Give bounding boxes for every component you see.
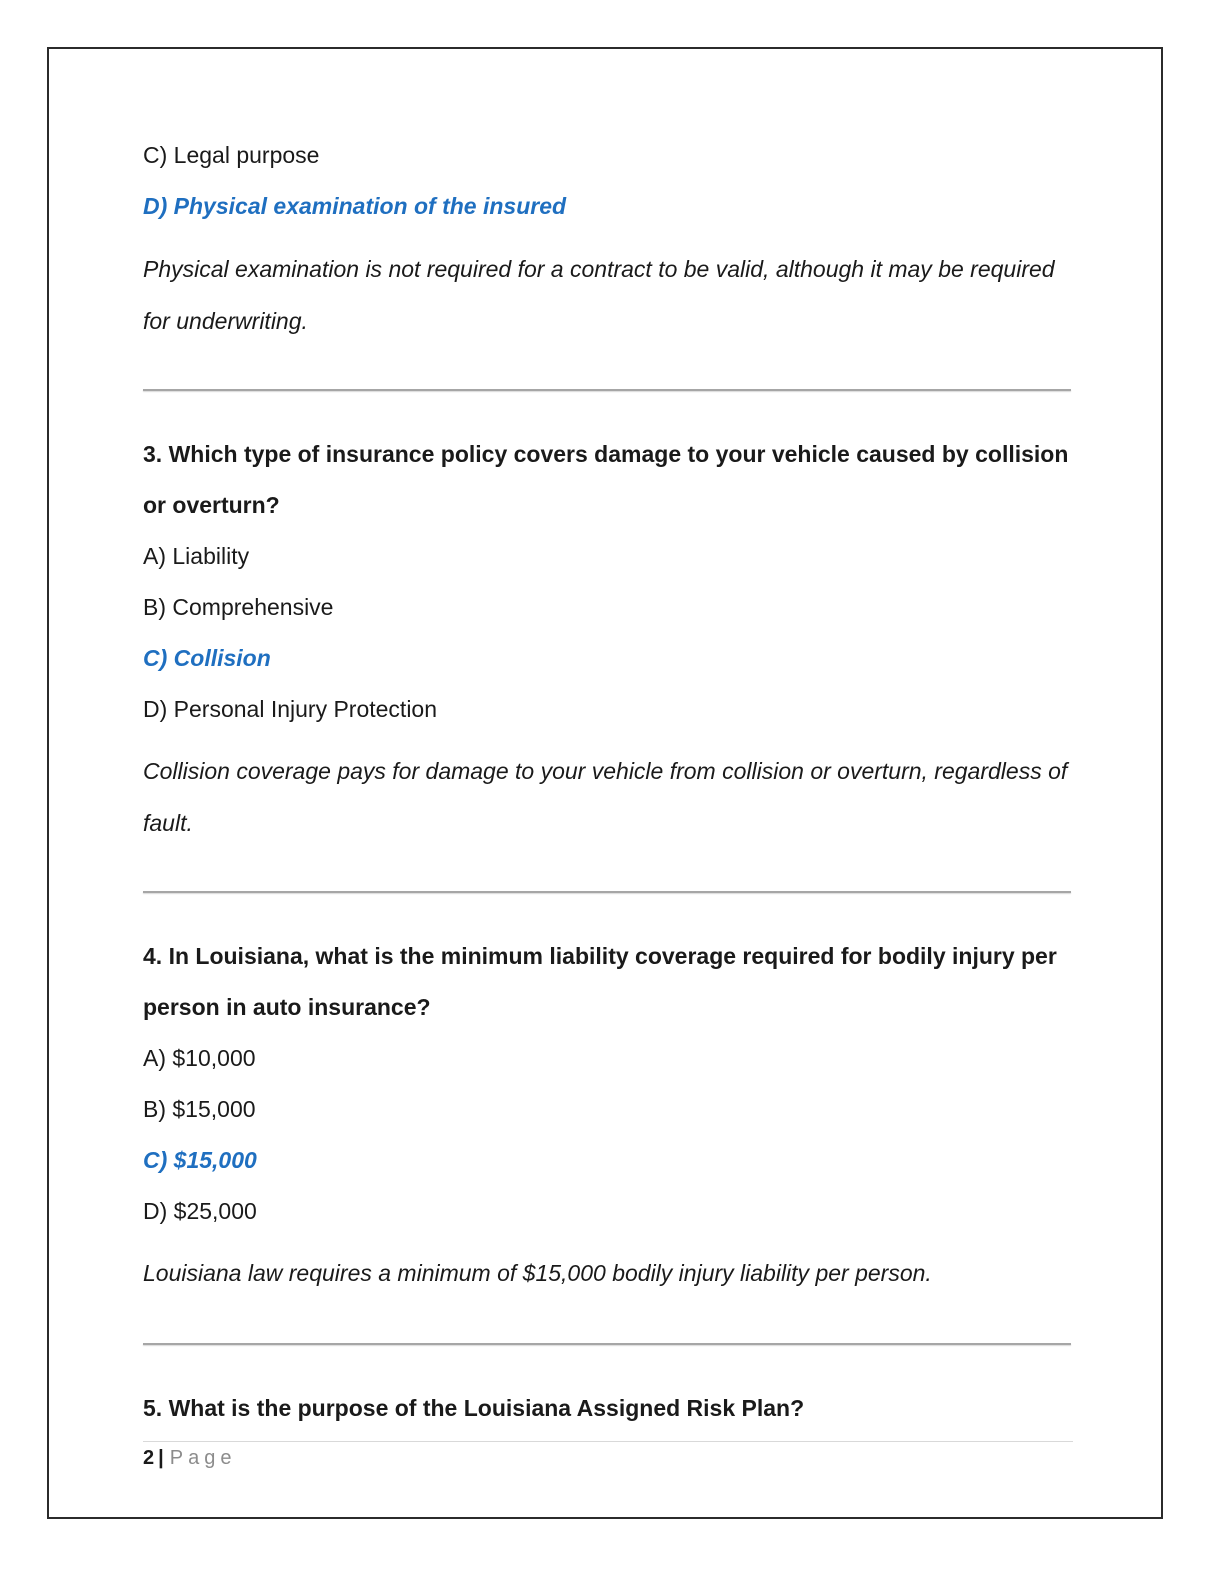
q2-correct-answer: D) Physical examination of the insured xyxy=(143,193,567,219)
q3-option-d: D) Personal Injury Protection xyxy=(143,696,438,722)
q4-question: 4. In Louisiana, what is the minimum liability coverage required for bodily injury per person in auto insurance? xyxy=(143,943,1057,1020)
q3-explanation: Collision coverage pays for damage to your vehicle from collision or overturn, regardless of fault. xyxy=(143,758,1068,836)
q4-option-a: A) $10,000 xyxy=(143,1045,256,1071)
q4-correct-answer: C) $15,000 xyxy=(143,1147,257,1173)
q4-explanation: Louisiana law requires a minimum of $15,000 bodily injury liability per person. xyxy=(143,1260,932,1286)
q3-option-a: A) Liability xyxy=(143,543,250,569)
page-footer xyxy=(143,1446,236,1470)
page-label: Page xyxy=(169,1447,237,1469)
q3-question: 3. Which type of insurance policy covers damage to your vehicle caused by collision or overturn? xyxy=(143,441,1069,518)
q4-option-d: D) $25,000 xyxy=(143,1198,257,1224)
page-number: 2 xyxy=(143,1447,155,1469)
q4-option-b: B) $15,000 xyxy=(143,1096,256,1122)
footer-separator: | xyxy=(158,1447,164,1469)
q2-option-c: C) Legal purpose xyxy=(143,142,320,168)
document-body xyxy=(143,140,1071,1434)
q3-correct-answer: C) Collision xyxy=(143,645,271,671)
q5-question: 5. What is the purpose of the Louisiana Assigned Risk Plan? xyxy=(143,1395,805,1421)
footer-rule xyxy=(143,1441,1073,1442)
q3-option-b: B) Comprehensive xyxy=(143,594,334,620)
q2-explanation: Physical examination is not required for a contract to be valid, although it may be required for underwriting. xyxy=(143,256,1055,334)
